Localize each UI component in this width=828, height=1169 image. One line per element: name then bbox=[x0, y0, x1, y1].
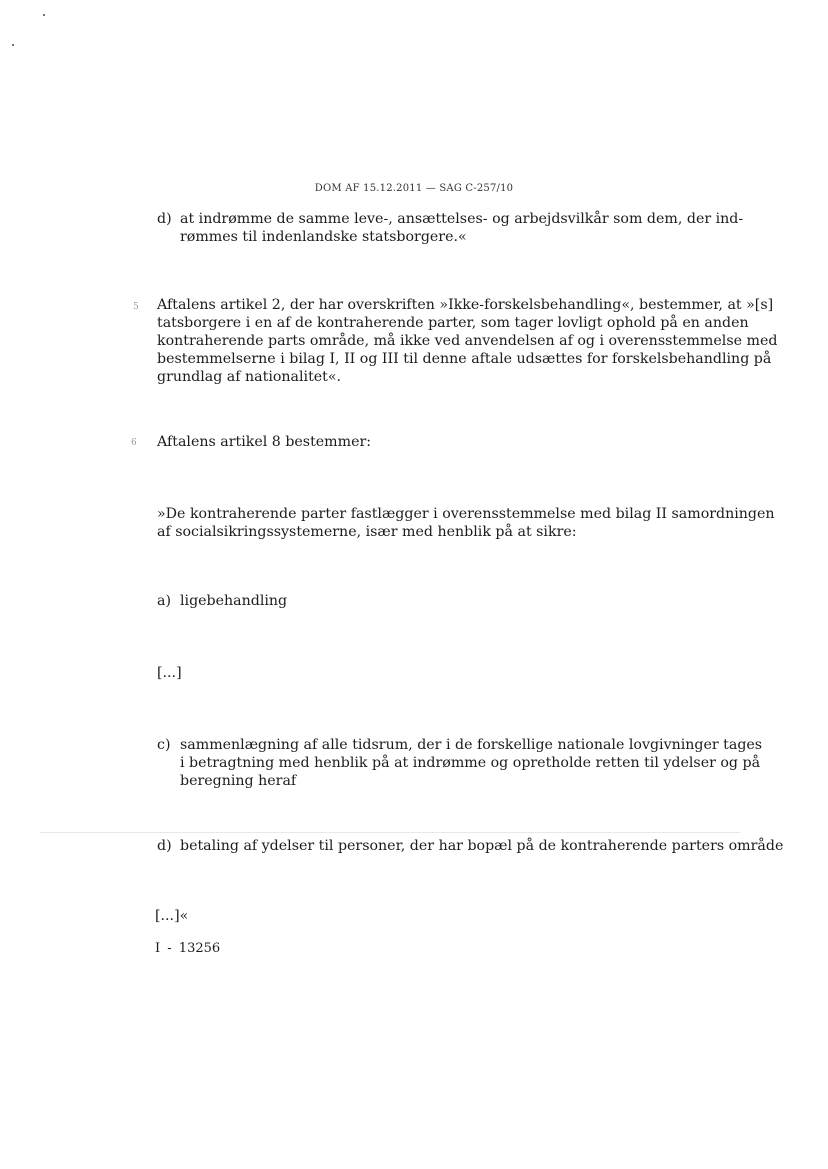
scan-line bbox=[40, 832, 740, 833]
paragraph-5 bbox=[157, 296, 778, 386]
paragraph-line: grundlag af nationalitet«. bbox=[157, 369, 342, 385]
item-line: i betragtning med henblik på at indrømme og opretholde retten til ydelser og på bbox=[180, 755, 761, 771]
paragraph-number: 5 bbox=[133, 302, 139, 312]
paragraph-line: kontraherende parts område, må ikke ved anvendelsen af og i overensstemmelse med bbox=[157, 333, 778, 349]
ellipsis-closing: [...]« bbox=[155, 908, 189, 924]
item-c bbox=[157, 736, 763, 790]
quote-line: af socialsikringssystemerne, især med henblik på at sikre: bbox=[157, 524, 577, 540]
item-line: betaling af ydelser til personer, der har bopæl på de kontraherende parters område bbox=[180, 838, 784, 854]
item-line: rømmes til indenlandske statsborgere.« bbox=[180, 229, 467, 245]
paragraph-line: tatsborgere i en af de kontraherende parter, som tager lovligt ophold på en anden bbox=[157, 315, 749, 331]
ellipsis: [...] bbox=[157, 665, 182, 681]
quote-intro bbox=[157, 505, 775, 541]
scan-speck bbox=[43, 14, 45, 16]
item-d-top bbox=[157, 210, 744, 246]
page-number: I - 13256 bbox=[155, 941, 221, 956]
item-line: at indrømme de samme leve-, ansættelses- og arbejdsvilkår som dem, der ind- bbox=[180, 211, 744, 227]
item-d bbox=[157, 837, 784, 855]
quote-line: »De kontraherende parter fastlægger i overensstemmelse med bilag II samordningen bbox=[157, 506, 775, 522]
paragraph-6: Aftalens artikel 8 bestemmer: bbox=[157, 434, 372, 450]
paragraph-line: bestemmelserne i bilag I, II og III til denne aftale udsættes for forskelsbehandling på bbox=[157, 351, 772, 367]
item-label: d) bbox=[157, 838, 172, 854]
item-label: c) bbox=[157, 737, 171, 753]
item-line: sammenlægning af alle tidsrum, der i de forskellige nationale lovgivninger tages bbox=[180, 737, 763, 753]
item-label: d) bbox=[157, 211, 172, 227]
paragraph-line: Aftalens artikel 2, der har overskriften »Ikke-forskelsbehandling«, bestemmer, at »[s] bbox=[157, 297, 774, 313]
item-a bbox=[157, 592, 288, 610]
running-header: DOM AF 15.12.2011 — SAG C-257/10 bbox=[314, 183, 514, 194]
item-label: a) bbox=[157, 593, 171, 609]
item-text: ligebehandling bbox=[180, 593, 288, 609]
scan-speck bbox=[12, 44, 14, 46]
paragraph-number: 6 bbox=[131, 438, 137, 448]
item-line: beregning heraf bbox=[180, 773, 297, 789]
